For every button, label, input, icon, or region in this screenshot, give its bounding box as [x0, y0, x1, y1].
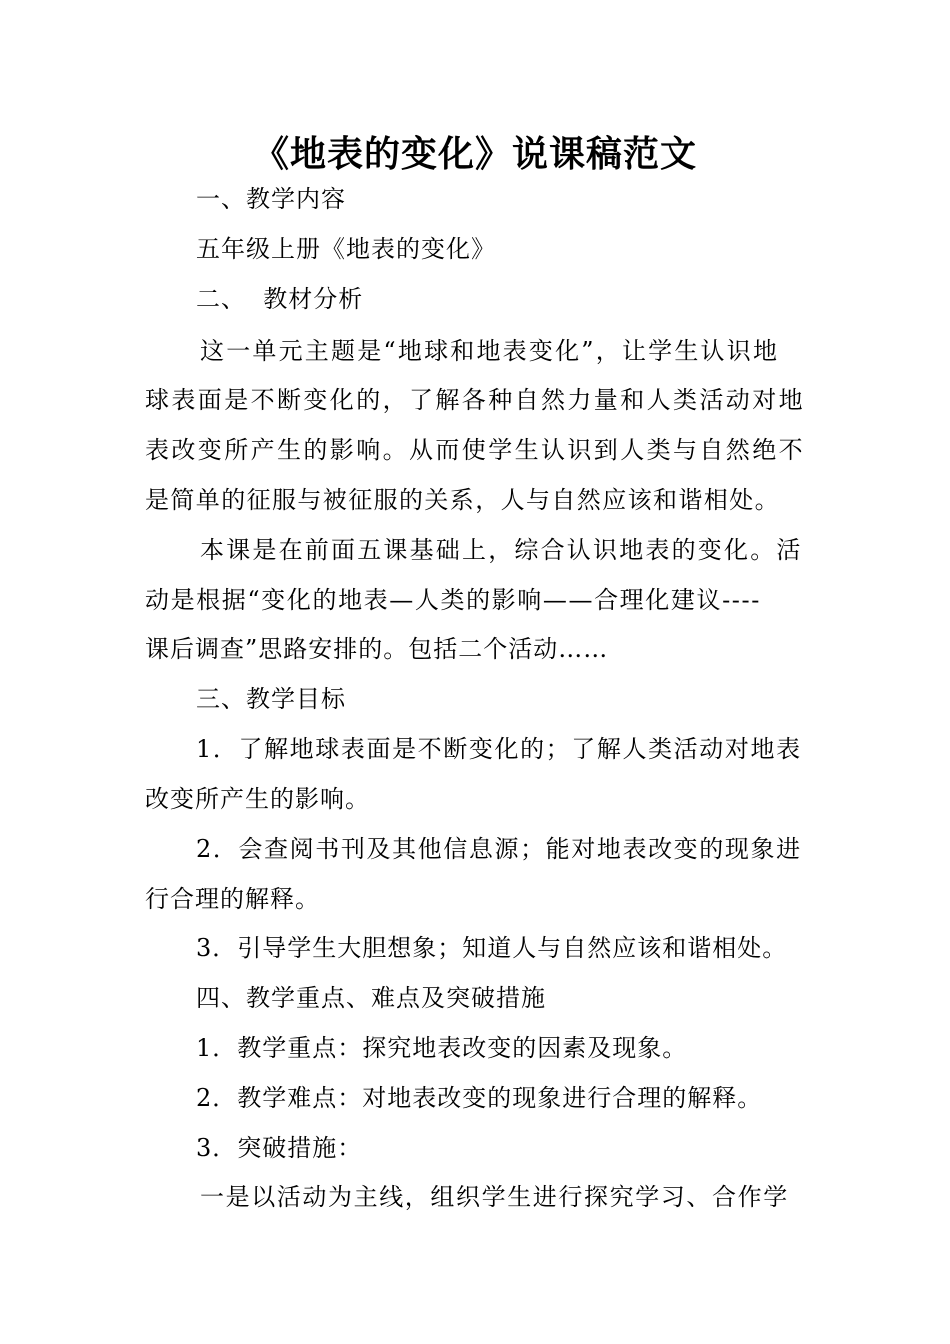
section-heading-analysis: 二、 教材分析	[196, 285, 364, 313]
section-heading-content: 一、教学内容	[196, 185, 346, 213]
paragraph-line: 改变所产生的影响。	[145, 785, 370, 813]
paragraph-line: 一是以活动为主线，组织学生进行探究学习、合作学	[200, 1183, 789, 1211]
list-item: 3．突破措施：	[196, 1134, 363, 1162]
list-item: 2．教学难点：对地表改变的现象进行合理的解释。	[196, 1084, 763, 1112]
paragraph-line: 五年级上册《地表的变化》	[196, 235, 496, 263]
list-item: 2．会查阅书刊及其他信息源；能对地表改变的现象进	[196, 835, 802, 863]
paragraph-line: 本课是在前面五课基础上，综合认识地表的变化。活	[200, 536, 803, 564]
list-item: 1．了解地球表面是不断变化的；了解人类活动对地表	[196, 735, 802, 763]
paragraph-line: 行合理的解释。	[145, 885, 320, 913]
paragraph-line: 课后调查”思路安排的。包括二个活动……	[145, 635, 609, 663]
paragraph-line: 这一单元主题是“地球和地表变化”，让学生认识地	[200, 337, 780, 365]
paragraph-line: 表改变所产生的影响。从而使学生认识到人类与自然绝不	[145, 436, 805, 464]
document-title: 《地表的变化》说课稿范文	[252, 133, 697, 175]
list-item: 1．教学重点：探究地表改变的因素及现象。	[196, 1034, 688, 1062]
section-heading-objectives: 三、教学目标	[196, 685, 346, 713]
section-heading-key-points: 四、教学重点、难点及突破措施	[196, 984, 546, 1012]
paragraph-line: 动是根据“变化的地表—人类的影响——合理化建议----	[145, 586, 761, 614]
paragraph-line: 球表面是不断变化的，了解各种自然力量和人类活动对地	[145, 386, 805, 414]
paragraph-line: 是简单的征服与被征服的关系，人与自然应该和谐相处。	[145, 486, 780, 514]
list-item: 3．引导学生大胆想象；知道人与自然应该和谐相处。	[196, 934, 788, 962]
